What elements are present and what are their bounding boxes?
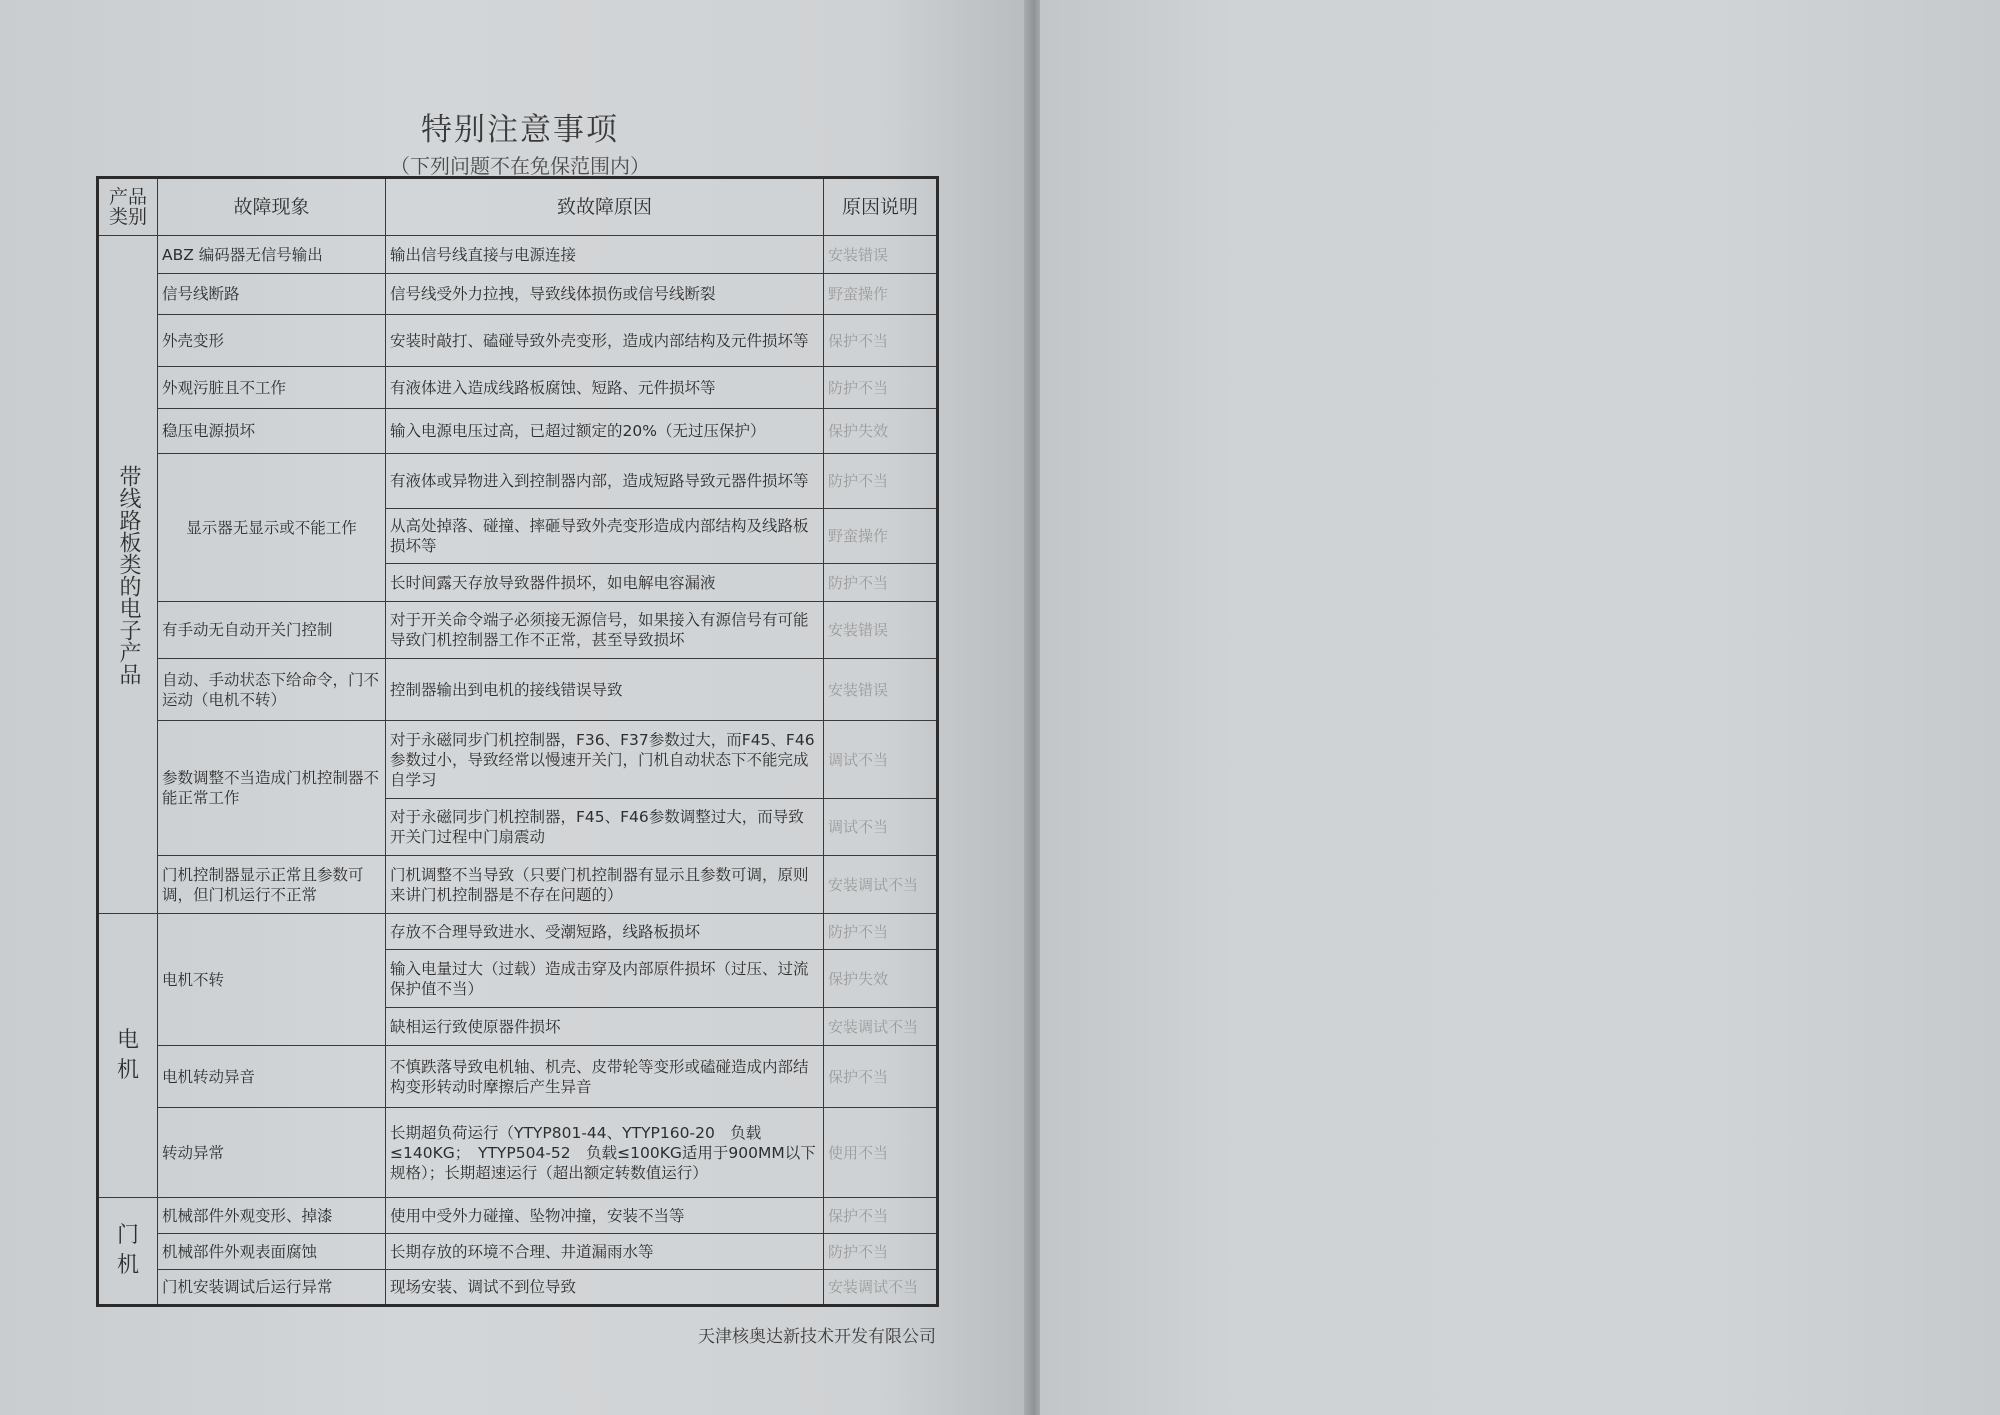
cause-cell: 不慎跌落导致电机轴、机壳、皮带轮等变形或磕碰造成内部结构变形转动时摩擦后产生异音 <box>386 1046 824 1108</box>
symptom-cell: 电机转动异音 <box>158 1046 386 1108</box>
header-note: 原因说明 <box>824 178 938 236</box>
symptom-cell: 机械部件外观变形、掉漆 <box>158 1198 386 1234</box>
note-cell: 防护不当 <box>824 1234 938 1270</box>
note-cell: 保护失效 <box>824 950 938 1008</box>
symptom-cell: 自动、手动状态下给命令，门不运动（电机不转） <box>158 659 386 721</box>
note-cell: 防护不当 <box>824 564 938 602</box>
table-row <box>98 721 938 799</box>
table-row <box>98 1108 938 1198</box>
cause-cell: 现场安装、调试不到位导致 <box>386 1270 824 1306</box>
cause-cell: 对于永磁同步门机控制器，F45、F46参数调整过大，而导致开关门过程中门扇震动 <box>386 799 824 856</box>
cause-cell: 输出信号线直接与电源连接 <box>386 236 824 274</box>
table-row <box>98 1234 938 1270</box>
note-cell: 调试不当 <box>824 799 938 856</box>
cause-cell: 长期存放的环境不合理、井道漏雨水等 <box>386 1234 824 1270</box>
page-title: 特别注意事项 <box>421 112 619 148</box>
cause-cell: 缺相运行致使原器件损坏 <box>386 1008 824 1046</box>
symptom-cell: 转动异常 <box>158 1108 386 1198</box>
table-row <box>98 454 938 509</box>
table-row <box>98 1198 938 1234</box>
cause-cell: 从高处掉落、碰撞、摔砸导致外壳变形造成内部结构及线路板损坏等 <box>386 509 824 564</box>
table-row <box>98 409 938 454</box>
note-cell: 安装调试不当 <box>824 1270 938 1306</box>
cause-cell: 长期超负荷运行（YTYP801-44、YTYP160-20 负载≤140KG； YTYP504-52 负载≤100KG适用于900MM以下规格）；长期超速运行（超出额定转数值运行） <box>386 1108 824 1198</box>
cause-cell: 控制器输出到电机的接线错误导致 <box>386 659 824 721</box>
table-row <box>98 367 938 409</box>
cause-cell: 输入电量过大（过载）造成击穿及内部原件损坏（过压、过流保护值不当） <box>386 950 824 1008</box>
symptom-cell: 信号线断路 <box>158 274 386 315</box>
symptom-cell: 外壳变形 <box>158 315 386 367</box>
note-cell: 安装错误 <box>824 659 938 721</box>
note-cell: 调试不当 <box>824 721 938 799</box>
symptom-cell: 显示器无显示或不能工作 <box>158 454 386 602</box>
company-name-footer: 天津核奥达新技术开发有限公司 <box>698 1327 936 1347</box>
cause-cell: 有液体进入造成线路板腐蚀、短路、元件损坏等 <box>386 367 824 409</box>
category-door <box>98 1198 158 1306</box>
note-cell: 使用不当 <box>824 1108 938 1198</box>
note-cell: 防护不当 <box>824 454 938 509</box>
table-row <box>98 1046 938 1108</box>
table-row <box>98 315 938 367</box>
symptom-cell: 稳压电源损坏 <box>158 409 386 454</box>
header-symptom: 故障现象 <box>158 178 386 236</box>
page-subtitle: （下列问题不在免保范围内） <box>390 154 650 178</box>
note-cell: 保护不当 <box>824 1198 938 1234</box>
table-row <box>98 236 938 274</box>
note-cell: 防护不当 <box>824 914 938 950</box>
cause-cell: 存放不合理导致进水、受潮短路，线路板损坏 <box>386 914 824 950</box>
category-door-label: 门机 <box>116 1223 139 1278</box>
symptom-cell: 有手动无自动开关门控制 <box>158 602 386 659</box>
table-row <box>98 914 938 950</box>
note-cell: 保护不当 <box>824 315 938 367</box>
table-row <box>98 274 938 315</box>
symptom-cell: 参数调整不当造成门机控制器不能正常工作 <box>158 721 386 856</box>
note-cell: 安装调试不当 <box>824 1008 938 1046</box>
cause-cell: 对于开关命令端子必须接无源信号，如果接入有源信号有可能导致门机控制器工作不正常，甚至导致损坏 <box>386 602 824 659</box>
symptom-cell: 外观污脏且不工作 <box>158 367 386 409</box>
note-cell: 防护不当 <box>824 367 938 409</box>
cause-cell: 有液体或异物进入到控制器内部，造成短路导致元器件损坏等 <box>386 454 824 509</box>
table-row <box>98 659 938 721</box>
header-category: 产品类别 <box>98 178 158 236</box>
symptom-cell: 门机控制器显示正常且参数可调，但门机运行不正常 <box>158 856 386 914</box>
note-cell: 保护不当 <box>824 1046 938 1108</box>
symptom-cell: 门机安装调试后运行异常 <box>158 1270 386 1306</box>
note-cell: 野蛮操作 <box>824 509 938 564</box>
note-cell: 安装错误 <box>824 602 938 659</box>
note-cell: 野蛮操作 <box>824 274 938 315</box>
cause-cell: 长时间露天存放导致器件损坏，如电解电容漏液 <box>386 564 824 602</box>
right-page-blank <box>1040 0 2000 1415</box>
cause-cell: 门机调整不当导致（只要门机控制器有显示且参数可调，原则来讲门机控制器是不存在问题的） <box>386 856 824 914</box>
table-row <box>98 856 938 914</box>
cause-cell: 使用中受外力碰撞、坠物冲撞，安装不当等 <box>386 1198 824 1234</box>
cause-cell: 输入电源电压过高，已超过额定的20%（无过压保护） <box>386 409 824 454</box>
category-motor <box>98 914 158 1198</box>
symptom-cell: ABZ 编码器无信号输出 <box>158 236 386 274</box>
note-cell: 安装错误 <box>824 236 938 274</box>
symptom-cell: 电机不转 <box>158 914 386 1046</box>
note-cell: 安装调试不当 <box>824 856 938 914</box>
cause-cell: 信号线受外力拉拽，导致线体损伤或信号线断裂 <box>386 274 824 315</box>
cause-cell: 安装时敲打、磕碰导致外壳变形，造成内部结构及元件损坏等 <box>386 315 824 367</box>
header-cause: 致故障原因 <box>386 178 824 236</box>
note-cell: 保护失效 <box>824 409 938 454</box>
table-row <box>98 602 938 659</box>
category-electronics: 带线路板类的电子产品 <box>98 236 158 914</box>
cause-cell: 对于永磁同步门机控制器，F36、F37参数过大，而F45、F46参数过小，导致经常以慢速开关门，门机自动状态下不能完成自学习 <box>386 721 824 799</box>
category-motor-label: 电机 <box>116 1027 139 1083</box>
symptom-cell: 机械部件外观表面腐蚀 <box>158 1234 386 1270</box>
warranty-exclusion-table <box>96 176 939 1307</box>
header-row <box>98 178 938 236</box>
table-row <box>98 1270 938 1306</box>
